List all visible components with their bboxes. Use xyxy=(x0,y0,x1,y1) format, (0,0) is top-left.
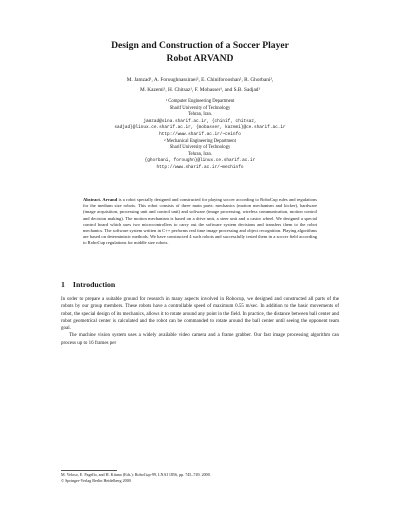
copyright-line: © Springer-Verlag Berlin Heidelberg 2000 xyxy=(61,477,131,483)
abstract xyxy=(83,197,317,247)
affiliation-2-email: {ghorbani, foroughn}@linux.ce.sharif.ac.ir xyxy=(144,158,256,164)
section-number: 1 xyxy=(61,280,65,289)
title-line-2: Robot ARVAND xyxy=(166,52,234,64)
affiliation-1-institution: Sharif University of Technology xyxy=(169,105,231,111)
paper-title xyxy=(60,40,340,65)
affiliation-1-city: Tehran, Iran. xyxy=(187,112,212,118)
affiliations xyxy=(70,99,330,172)
affiliation-1-url: http://www.sharif.ac.ir/~ceinfo xyxy=(159,131,241,137)
section-title: Introduction xyxy=(72,280,116,289)
affiliation-1-name: ¹ Computer Engineering Department xyxy=(165,99,235,104)
affiliation-2-city: Tehran, Iran. xyxy=(187,151,212,157)
section-heading xyxy=(61,280,115,289)
authors-line-1: M. Jamzad¹, A. Foroughnassiraei², E. Chiniforooshan¹, R. Ghorbani², xyxy=(126,77,274,83)
footer-rule xyxy=(61,470,117,471)
authors-line-2: M. Kazemi¹, H. Chitsaz¹, F. Mobasser¹, and S.B. Sadjad¹ xyxy=(139,86,261,93)
affiliation-2-url: http://www.sharif.ac.ir/~mechinfo xyxy=(156,164,244,170)
title-line-1: Design and Construction of a Soccer Player xyxy=(111,40,289,51)
introduction-body xyxy=(61,296,339,347)
paragraph: In order to prepare a suitable ground for research in many aspects involved in Robocup, we designed and constructed all parts of the robots by our group members. These robots have a controllable speed of maximum 0.55 m/sec. In addition to the basic movements of robot, the special design of its mechanics, allows it to rotate around any point in the field. In practice, the distance between ball center and robot geometrical center is calculated and the robot can be commanded to rotate around the ball center until seeing the opponent team goal. xyxy=(61,297,339,331)
affiliation-1-email-line-1: jamzad@sina.sharif.ac.ir, {chinif, chitsaz, xyxy=(143,118,257,124)
affiliation-2-name: ² Mechanical Engineering Department xyxy=(164,138,236,144)
citation-line: M. Veloso, E. Pagello, and H. Kitano (Eds.): RoboCup-99, LNAI 1856, pp. 745–749, 2000. xyxy=(61,472,211,477)
affiliation-2-institution: Sharif University of Technology xyxy=(169,145,231,151)
affiliation-1-email-line-2: sadjad}@linux.ce.sharif.ac.ir, {mobasser, kazemi}@ce.sharif.ac.ir xyxy=(114,125,286,131)
author-list xyxy=(55,76,345,95)
abstract-text: is a robot specially designed and constructed for playing soccer according to RoboCup rules and regulations for the medium size robots. This robot consists of three main parts: mechanics (motion mechanism and kicker), hardware (image acquisition, processing unit and control unit) and software (image processing, wireless communication, motion control and decision making). The motion mechanism is based on a drive unit, a steer unit and a castor wheel. We designed a special control board which uses two microcontrollers to carry out the software system decisions and transfers them to the robot mechanics. The software system written in C++ performs real time image processing and object recognition. Playing algorithms are based on deterministic methods. We have constructed 4 such robots and successfully tested them in a soccer field according to RoboCup regulations for middle size robots. xyxy=(83,197,317,246)
abstract-label: Abstract. xyxy=(83,197,102,202)
abstract-robot-name: Arvand xyxy=(102,197,118,202)
citation-footer xyxy=(61,472,339,483)
paragraph: The machine vision system uses a widely available video camera and a frame grabber. Our fast image processing algorithm can process up to 16 frames per xyxy=(61,333,339,346)
